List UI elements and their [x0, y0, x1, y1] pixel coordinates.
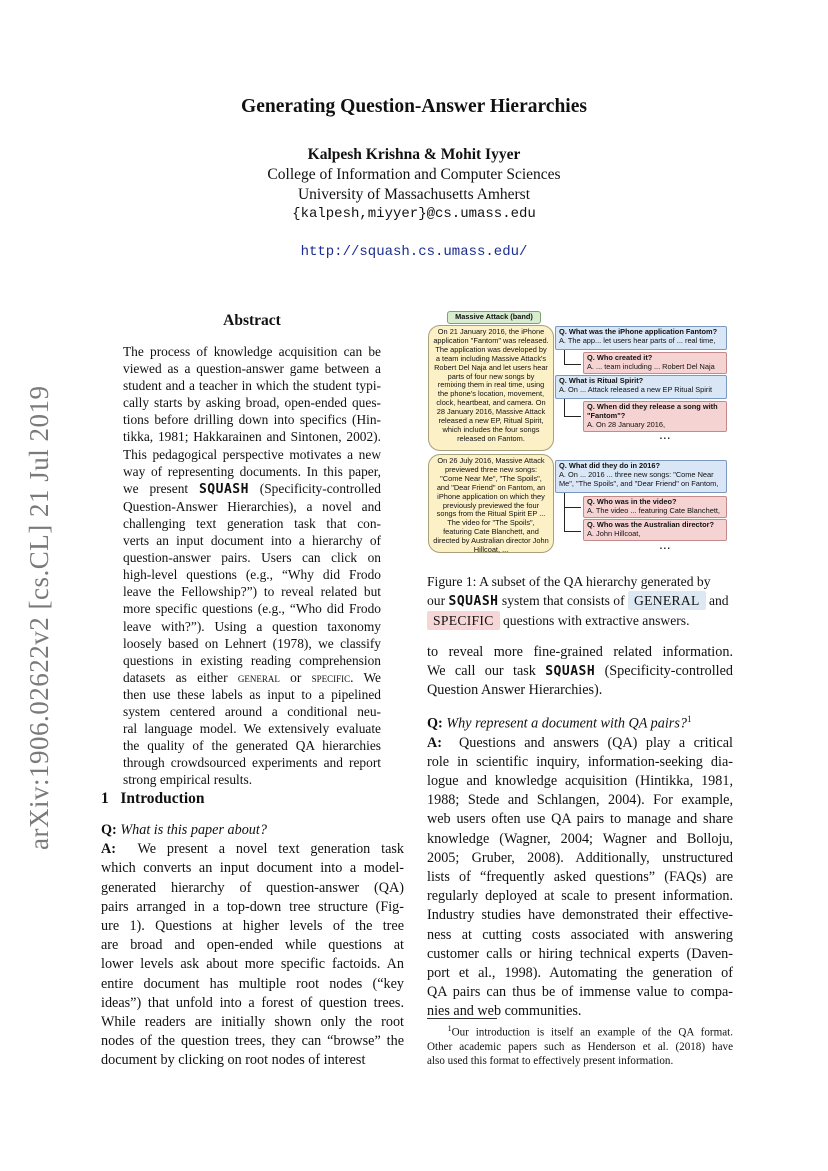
- text-line: Industry studies have demonstrated their effective-: [427, 907, 733, 924]
- text-line: ideas”) that unfold into a forest of question trees.: [101, 994, 404, 1011]
- right-column-body: [427, 643, 733, 1022]
- qa-general-3: [555, 460, 727, 493]
- text-line: more specific questions (e.g., “Who did Frodo: [123, 601, 381, 617]
- text-line: then use these labels as input to a pipelined: [123, 686, 381, 702]
- answer-text: A. John Hillcoat,: [587, 528, 641, 538]
- text-line: student and a teacher in which the student typi-: [123, 378, 381, 394]
- caption-line-1: Figure 1: A subset of the QA hierarchy generated by: [427, 574, 711, 589]
- q-text: Why represent a document with QA pairs?: [446, 715, 687, 732]
- q-label: Q:: [427, 715, 443, 732]
- footnote-line: Other academic papers such as Henderson et al. (2018) have: [427, 1040, 733, 1053]
- footnote-rule: [427, 1018, 497, 1019]
- text-line: pairs arranged in a top-down tree structure (Fig-: [101, 898, 404, 915]
- text-line: 2005; Gruber, 2008). Additionally, unstructured: [427, 849, 733, 866]
- more-ellipsis: ...: [659, 536, 671, 552]
- second-question: [427, 710, 733, 734]
- intro-question: [101, 821, 404, 840]
- text-line: system centered around a conditional neu-: [123, 703, 381, 719]
- text-line: logue and knowledge acquisition (Hintikka, 1981,: [427, 772, 733, 789]
- footnote-line: also used this format to effectively present information.: [427, 1055, 674, 1068]
- text-line: 1988; Stede and Schlangen, 2004). For example,: [427, 792, 733, 809]
- text-line: While readers are initially shown only the root: [101, 1014, 404, 1031]
- text-line: loosely based on Lehnert (1978), we classify: [123, 635, 381, 651]
- text-line: generated hierarchy of question-answer (QA): [101, 879, 404, 896]
- section-heading-introduction: [101, 790, 205, 808]
- intro-continuation: [427, 643, 733, 701]
- answer-text: A. The app... let users hear parts of ... real time,: [559, 335, 716, 345]
- hierarchy-arrow: [564, 493, 581, 532]
- text-line: to reveal more fine-grained related information.: [427, 644, 733, 660]
- text-line: document by clicking on root nodes of interest: [101, 1052, 366, 1069]
- q-label: Q:: [101, 822, 117, 838]
- arxiv-stamp: arXiv:1906.02622v2 [cs.CL] 21 Jul 2019: [24, 385, 54, 850]
- text-line: We call our task SQUASH (Specificity-controlled: [427, 663, 733, 680]
- qa-general-1: [555, 326, 727, 350]
- text-line: Question-Answer Hierarchies), a novel and: [123, 498, 381, 514]
- affiliation-university: University of Massachusetts Amherst: [297, 186, 531, 203]
- text-line: web users often use QA pairs to manage and share: [427, 811, 733, 828]
- figure-caption: [427, 572, 733, 630]
- abstract-body: [123, 343, 381, 788]
- qa-specific-3: [583, 496, 727, 518]
- general-tag: GENERAL: [628, 591, 706, 610]
- text-line: question-answer pairs. Users can click on: [123, 550, 381, 566]
- text-line: viewed as a question-answer game between a: [123, 361, 381, 377]
- text-line: datasets as either general or specific. We: [123, 669, 381, 685]
- text-line: nodes of the question trees, they can “browse” the: [101, 1033, 404, 1050]
- text-line: Question Answer Hierarchies).: [427, 682, 603, 699]
- text-line: leave with?”). Using a question taxonomy: [123, 618, 381, 634]
- paper-title: Generating Question-Answer Hierarchies: [241, 96, 587, 117]
- text-line: we present SQUASH (Specificity-controlled: [123, 480, 381, 497]
- text-line: through crowdsourced experiments and report: [123, 755, 381, 771]
- text-line: knowledge (Wagner, 2004; Wagner and Bolloju,: [427, 830, 733, 847]
- intro-answer: [101, 840, 404, 1070]
- qa-general-2: [555, 375, 727, 399]
- question-text: Q. What is Ritual Spirit?: [559, 376, 644, 385]
- figure-1: [423, 308, 733, 558]
- abstract-heading: Abstract: [223, 312, 281, 329]
- specific-tag: SPECIFIC: [427, 611, 500, 630]
- second-answer: [427, 734, 733, 1022]
- text-line: way of representing documents. In this paper,: [123, 463, 381, 479]
- text-line: verts an input document into a hierarchy of: [123, 533, 381, 549]
- question-text: Q. Who was the Australian director?: [587, 520, 715, 529]
- text-line: leave the Fellowship?”) to reveal related but: [123, 584, 381, 600]
- question-text: Q. Who was in the video?: [587, 497, 677, 506]
- text-line: entire document has multiple root nodes (“key: [101, 975, 404, 992]
- text-line: The process of knowledge acquisition can be: [123, 344, 381, 359]
- caption-line-2: our SQUASH system that consists of GENERAL and: [427, 593, 729, 609]
- figure-topic-tag: Massive Attack (band): [447, 311, 541, 324]
- section-title: Introduction: [120, 790, 205, 807]
- text-line: tions before drilling down into specifics (Hin-: [123, 412, 381, 428]
- text-line: high-level questions (e.g., “Why did Frodo: [123, 567, 381, 583]
- document-paragraph-1: On 21 January 2016, the iPhone application "Fantom" was released. The application was developed by a team including Massive Attack's Robert Del Naja and let users hear parts of four new songs by remixing them in real time, using the phone's location, movement, clock, heartbeat, and camera. On 28 January 2016, Massive Attack released a new EP, Ritual Spirit, which includes the four songs released on Fantom.: [428, 325, 554, 451]
- text-line: strong empirical results.: [123, 772, 253, 788]
- q-text: What is this paper about?: [120, 822, 267, 838]
- text-line: ness at cutting costs associated with answering: [427, 926, 733, 943]
- text-line: A: Questions and answers (QA) play a critical: [427, 734, 733, 751]
- qa-specific-1: [583, 352, 727, 374]
- text-line: the quality of the generated QA hierarchies: [123, 738, 381, 754]
- qa-specific-2: [583, 401, 727, 432]
- text-line: are broad and open-ended while questions at: [101, 937, 404, 954]
- squash-logo: SQUASH: [448, 594, 499, 609]
- text-line: questions in existing reading comprehension: [123, 652, 381, 668]
- answer-text: A. The video ... featuring Cate Blanchett,: [587, 505, 720, 515]
- text-line: QA pairs can thus be of immense value to compa-: [427, 984, 733, 1001]
- text-line: lists of “frequently asked questions” (FAQs) are: [427, 868, 733, 885]
- affiliation-college: College of Information and Computer Sciences: [267, 166, 561, 183]
- qa-specific-4: [583, 519, 727, 541]
- section-number: 1: [101, 790, 109, 807]
- footnote: [427, 1022, 733, 1068]
- question-text: Q. Who created it?: [587, 353, 653, 362]
- project-url-link[interactable]: http://squash.cs.umass.edu/: [300, 244, 528, 260]
- question-text: Q. When did they release a song with "Fantom"?: [587, 402, 718, 420]
- text-line: cally starts by asking broad, open-ended ques-: [123, 395, 381, 411]
- authors: Kalpesh Krishna & Mohit Iyyer: [307, 146, 521, 163]
- caption-line-3: SPECIFIC questions with extractive answers.: [427, 611, 733, 630]
- intro-body: [101, 821, 404, 1071]
- text-line: regularly deployed at scale to present information.: [427, 888, 733, 905]
- footnote-ref: 1: [686, 713, 692, 724]
- question-text: Q. What did they do in 2016?: [559, 461, 661, 470]
- text-line: port et al., 1998). Automating the generation of: [427, 964, 733, 981]
- text-line: tikka, 1981; Hakkarainen and Sintonen, 2002).: [123, 429, 381, 445]
- answer-text: A. On ... 2016 ... three new songs: "Come Near Me", "The Spoils", and "Dear Friend" on Fantom,: [559, 469, 719, 488]
- text-line: which converts an input document into a model-: [101, 860, 404, 877]
- text-line: customer calls or hiring technical experts (Daven-: [427, 945, 733, 962]
- text-line: lower levels ask about more specific factoids. An: [101, 956, 404, 973]
- answer-text: A. On 28 January 2016,: [587, 419, 666, 429]
- text-line: ral language model. We extensively evaluate: [123, 721, 381, 737]
- text-line: challenging text generation task that con-: [123, 515, 381, 531]
- footnote-line: $^1$Our introduction is itself an example of the QA format.: [447, 1024, 733, 1039]
- more-ellipsis: ...: [659, 426, 671, 442]
- text-line: nies and web communities.: [427, 1003, 582, 1020]
- text-line: ure 1). Questions at higher levels of the tree: [101, 918, 404, 935]
- question-text: Q. What was the iPhone application Fantom?: [559, 327, 718, 336]
- text-line: A: We present a novel text generation task: [101, 841, 404, 858]
- hierarchy-arrow: [564, 399, 581, 417]
- answer-text: A. On ... Attack released a new EP Ritual Spirit: [559, 384, 713, 394]
- hierarchy-arrow: [564, 350, 581, 365]
- text-line: role in scientific inquiry, information-seeking dia-: [427, 753, 733, 770]
- answer-text: A. ... team including ... Robert Del Naja: [587, 361, 715, 371]
- emails[interactable]: {kalpesh,miyyer}@cs.umass.edu: [292, 206, 536, 222]
- text-line: This pedagogical perspective motivates a new: [123, 446, 381, 462]
- document-paragraph-2: On 26 July 2016, Massive Attack previewed three new songs: "Come Near Me", "The Spoils", and "Dear Friend" on Fantom, an iPhone application on which they previously previewed the four songs from the Ritual Spirit EP ... The video for "The Spoils", featuring Cate Blanchett, and directed by Australian director John Hillcoat, ...: [428, 454, 554, 553]
